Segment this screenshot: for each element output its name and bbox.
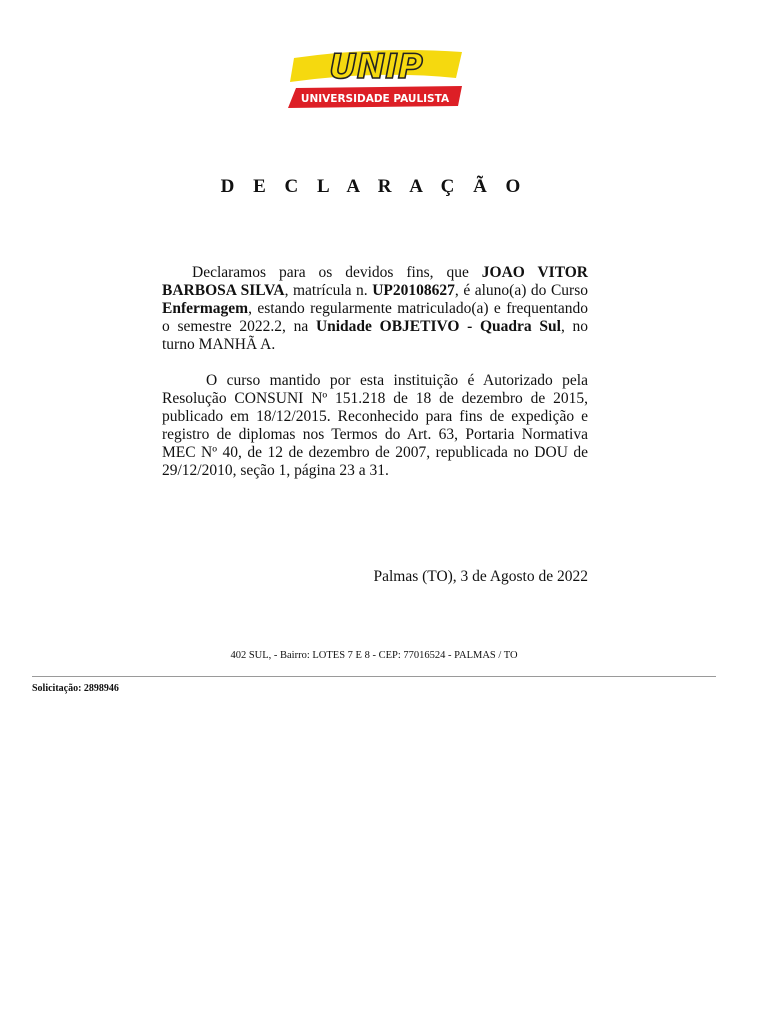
- registration-number: UP20108627: [372, 282, 455, 299]
- logo-subtitle: UNIVERSIDADE PAULISTA: [300, 93, 450, 105]
- unit-name: Unidade OBJETIVO - Quadra Sul: [315, 318, 561, 335]
- request-number: Solicitação: 2898946: [32, 683, 119, 694]
- date-line: Palmas (TO), 3 de Agosto de 2022: [373, 568, 588, 585]
- authorization-paragraph: O curso mantido por esta instituição é Autorizado pela Resolução CONSUNI Nº 151.218 de 18 de dezembro de 2015, publicado em 18/12/2015. Reconhecido para fins de expedição e registro de diplomas nos Termos do Art. 63, Portaria Normativa MEC Nº 40, de 12 de dezembro de 2007, republicada no DOU de 29/12/2010, seção 1, página 23 a 31.: [162, 372, 588, 479]
- student-name: JOAO VITOR BARBOSA SILVA: [162, 264, 589, 299]
- footer-address: 402 SUL, - Bairro: LOTES 7 E 8 - CEP: 77016524 - PALMAS / TO: [230, 650, 518, 661]
- footer-divider: [32, 676, 716, 677]
- paragraph-text: , matrícula n.: [284, 282, 373, 299]
- document-title: D E C L A R A Ç Ã O: [220, 176, 528, 197]
- unip-logo: [286, 48, 464, 110]
- paragraph-text: , no turno MANHÃ A.: [162, 318, 589, 353]
- course-name: Enfermagem: [162, 300, 249, 317]
- declaration-paragraph: [162, 264, 588, 354]
- paragraph-text: , estando regularmente matriculado(a) e frequentando o semestre 2022.2, na: [162, 300, 588, 335]
- paragraph-text: Declaramos para os devidos fins, que: [192, 264, 482, 281]
- paragraph-text: , é aluno(a) do Curso: [454, 282, 588, 299]
- logo-wordmark: UNIP: [329, 48, 423, 87]
